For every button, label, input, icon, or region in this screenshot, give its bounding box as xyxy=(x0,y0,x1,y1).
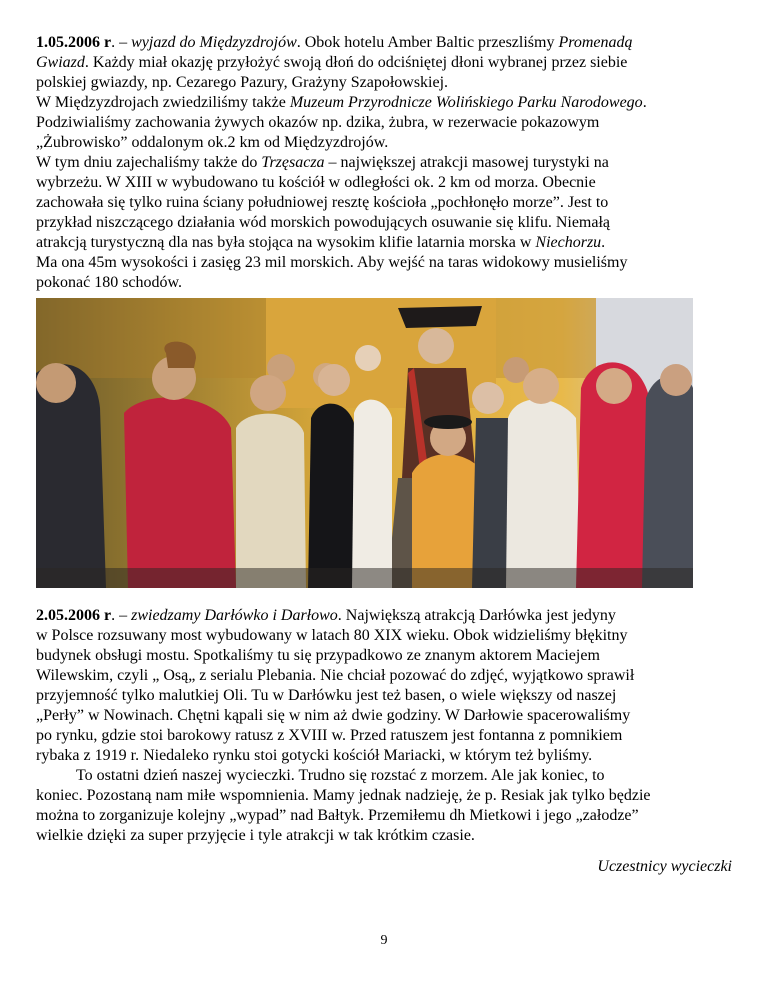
line-12: wielkie dzięki za super przyjęcie i tyle atrakcji w tak krótkim czasie. xyxy=(36,827,475,844)
line-12: Ma ona 45m wysokości i zasięg 23 mil morskich. Aby wejść na taras widokowy musieliśmy xyxy=(36,254,628,271)
line-1: 1.05.2006 r. – wyjazd do Międzyzdrojów. Obok hotelu Amber Baltic przeszliśmy Promenadą xyxy=(36,34,633,51)
line-11: atrakcją turystyczną dla nas była stojąca na wysokim klifie latarnia morska w Niechorzu. xyxy=(36,234,606,251)
line-1: 2.05.2006 r. – zwiedzamy Darłówko i Darłowo. Największą atrakcją Darłówka jest jedyny xyxy=(36,607,616,624)
line-6: „Perły” w Nowinach. Chętni kąpali się w nim aż dwie godziny. W Darłowie spacerowaliśmy xyxy=(36,707,631,724)
line-9: zachowała się tylko ruina ściany południowej resztę kościoła „pochłonęło morze”. Jest to xyxy=(36,194,609,211)
line-13: pokonać 180 schodów. xyxy=(36,274,183,291)
line-2: w Polsce rozsuwany most wybudowany w latach 80 XIX wieku. Obok widzieliśmy błękitny xyxy=(36,627,628,644)
line-4: Wilewskim, czyli „ Osą„ z serialu Plebania. Nie chciał pozować do zdjęć, wyjątkowo sprawił xyxy=(36,667,635,684)
line-10: przykład niszczącego działania wód morskich powodujących osuwanie się klifu. Niemałą xyxy=(36,214,611,231)
line-4: W Międzyzdrojach zwiedziliśmy także Muzeum Przyrodnicze Wolińskiego Parku Narodowego. xyxy=(36,94,647,111)
page-number: 9 xyxy=(380,933,388,948)
line-8: rybaka z 1919 r. Niedaleko rynku stoi gotycki kościół Mariacki, w którym też byliśmy. xyxy=(36,747,593,764)
line-7: po rynku, gdzie stoi barokowy ratusz z XVIII w. Przed ratuszem jest fontanna z pomnikiem xyxy=(36,727,623,744)
line-6: „Żubrowisko” oddalonym ok.2 km od Międzyzdrojów. xyxy=(36,134,389,151)
line-7: W tym dniu zajechaliśmy także do Trzęsacza – największej atrakcji masowej turystyki na xyxy=(36,154,609,171)
date-2: 2.05.2006 r xyxy=(36,607,112,624)
line-5: Podziwialiśmy zachowania żywych okazów np. dzika, żubra, w rezerwacie pokazowym xyxy=(36,114,600,131)
line-11: można to zorganizuje kolejny „wypad” nad Bałtyk. Przemiłemu dh Mietkowi i jego „załodze” xyxy=(36,807,639,824)
line-8: wybrzeżu. W XIII w wybudowano tu kościół w odległości ok. 2 km od morza. Obecnie xyxy=(36,174,596,191)
line-3: budynek obsługi mostu. Spotkaliśmy tu się przypadkowo ze znanym aktorem Maciejem xyxy=(36,647,600,664)
line-10: koniec. Pozostaną nam miłe wspomnienia. Mamy jednak nadzieję, że p. Resiak jak tylko będzie xyxy=(36,787,651,804)
date-1: 1.05.2006 r xyxy=(36,34,112,51)
line-9: To ostatni dzień naszej wycieczki. Trudno się rozstać z morzem. Ale jak koniec, to xyxy=(76,767,605,784)
line-5: przyjemność tylko malutkiej Oli. Tu w Darłówku jest też basen, o wiele większy od naszej xyxy=(36,687,617,704)
signature: Uczestnicy wycieczki xyxy=(597,858,732,875)
paragraph-darlowko xyxy=(36,606,736,846)
line-3: polskiej gwiazdy, np. Cezarego Pazury, Grażyny Szapołowskiej. xyxy=(36,74,449,91)
line-2: Gwiazd. Każdy miał okazję przyłożyć swoją dłoń do odciśniętej dłoni wybranej przez siebie xyxy=(36,54,628,71)
group-photo xyxy=(36,298,693,588)
paragraph-miedzyzdroje xyxy=(36,33,736,293)
